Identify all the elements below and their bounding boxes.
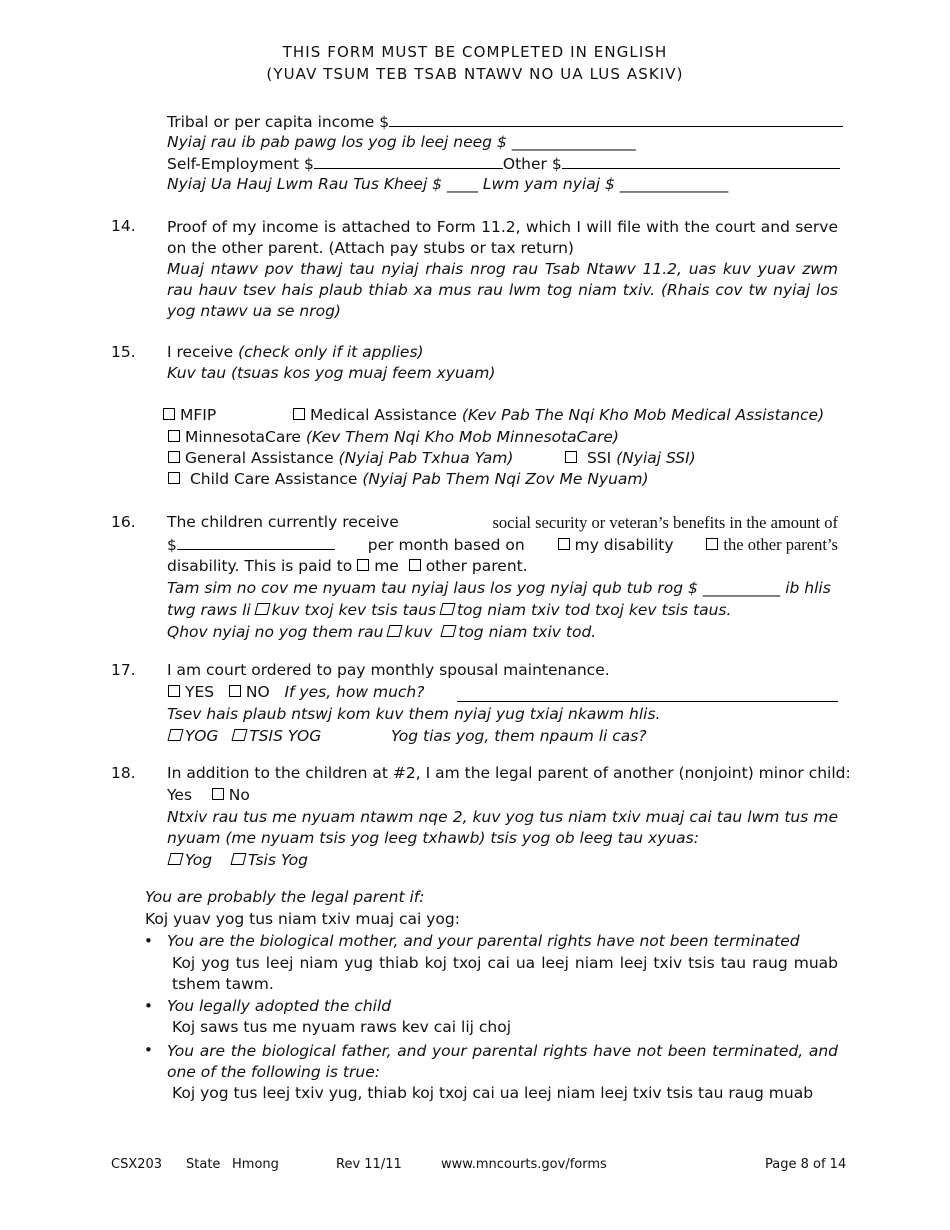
bullet-1-text: You are the biological mother, and your parental rights have not been terminated <box>167 932 800 950</box>
item-16-hmong2 <box>167 601 731 619</box>
tribal-income-row <box>167 112 843 131</box>
tog-disability-checkbox[interactable] <box>439 603 455 615</box>
item-18-hmong: Ntxiv rau tus me nyuam ntawm nqe 2, kuv yog tus niam txiv muaj cai tau lwm tus me nyuam (me nyuam tsis yog leeg txhawb) tsis yog ob leeg tau xyuas: <box>167 808 838 847</box>
nonjoint-yog-label: Yog <box>185 851 213 869</box>
spousal-amount-field[interactable] <box>457 687 838 702</box>
tribal-income-field[interactable] <box>389 112 843 127</box>
kuv-disability-checkbox[interactable] <box>254 603 270 615</box>
item-16-paid-to: disability. This is paid to <box>167 557 353 575</box>
paid-kuv-checkbox[interactable] <box>387 625 403 637</box>
item-16-hmong3-kuv: kuv <box>404 623 433 641</box>
bullet-3-hmong-text: Koj yog tus leej txiv yug, thiab koj txoj cai ua leej niam leej txiv tsis tau raug muab <box>172 1084 814 1102</box>
item-16-line1 <box>167 513 838 533</box>
paid-tog-checkbox[interactable] <box>441 625 457 637</box>
spousal-tsis-yog-label: TSIS YOG <box>249 727 322 745</box>
item-16-number: 16. <box>111 513 136 531</box>
item-16-hmong3 <box>167 623 596 641</box>
item-17-options <box>168 683 424 701</box>
item-16-hmong1-text: Tam sim no cov me nyuam tau nyiaj laus los yog nyiaj qub tub rog $ __________ ib hlis <box>167 579 831 597</box>
item-14-text: Proof of my income is attached to Form 11.2, which I will file with the court and serve on the other parent. (Attach pay stubs or tax return) <box>167 218 838 257</box>
tribal-income-hmong: Nyiaj rau ib pab pawg los yog ib leej neeg $ ________________ <box>167 133 636 151</box>
item-18-options <box>167 786 250 804</box>
item-16-hmong3-start: Qhov nyiaj no yog them rau <box>167 623 384 641</box>
bullet-2-hmong: Koj saws tus me nyuam raws kev cai lij choj <box>172 1018 512 1036</box>
item-17-hmong-options <box>169 727 321 745</box>
item-16-dollar: $ <box>167 536 177 554</box>
form-header-hmong <box>0 65 950 83</box>
spousal-no-checkbox[interactable] <box>229 685 241 697</box>
other-income-label: Other $ <box>502 155 562 173</box>
general-assistance-label: General Assistance <box>185 449 339 467</box>
item-16-hmong3-tog: tog niam txiv tod. <box>458 623 597 641</box>
tribal-income-label: Tribal or per capita income $ <box>167 113 390 131</box>
item-16-line3 <box>167 557 528 575</box>
footer-state: State <box>186 1157 221 1172</box>
item-14-number: 14. <box>111 217 136 235</box>
spousal-yog-label: YOG <box>185 727 219 745</box>
item-16-hmong2-kuv: kuv txoj kev tsis taus <box>271 601 437 619</box>
bullet-2-text: You legally adopted the child <box>167 997 392 1015</box>
bullet-2-dot: • <box>144 997 153 1015</box>
item-17-how-much-hmong: Yog tias yog, them npaum li cas? <box>391 727 647 745</box>
minnesotacare-label: MinnesotaCare <box>185 428 306 446</box>
form-header-english: THIS FORM MUST BE COMPLETED IN ENGLISH <box>282 43 668 61</box>
general-assistance-hmong: (Nyiaj Pab Txhua Yam) <box>338 449 514 467</box>
item-16-per-month: per month based on <box>367 536 525 554</box>
self-employment-label: Self-Employment $ <box>167 155 314 173</box>
item-18-hmong-options <box>169 851 308 869</box>
item-16-line1-start: The children currently receive <box>167 513 399 531</box>
item-18-text: In addition to the children at #2, I am the legal parent of another (nonjoint) minor child: <box>167 764 851 782</box>
general-assistance-checkbox[interactable] <box>168 451 180 463</box>
item-15-intro-note: (check only if it applies) <box>238 343 424 361</box>
nonjoint-no-checkbox[interactable] <box>212 788 224 800</box>
child-care-checkbox[interactable] <box>168 472 180 484</box>
my-disability-checkbox[interactable] <box>558 538 570 550</box>
legal-parent-intro-hmong: Koj yuav yog tus niam txiv muaj cai yog: <box>145 910 460 928</box>
footer-url[interactable]: www.mncourts.gov/forms <box>441 1157 607 1172</box>
item-15-hmong: Kuv tau (tsuas kos yog muaj feem xyuam) <box>167 364 496 382</box>
mfip-option <box>163 406 216 424</box>
ssi-hmong: (Nyiaj SSI) <box>616 449 696 467</box>
bullet-3-dot: • <box>144 1041 153 1059</box>
nonjoint-yog-checkbox[interactable] <box>168 853 184 865</box>
item-16-amount-field[interactable] <box>177 535 335 550</box>
item-15-number: 15. <box>111 343 136 361</box>
ssi-label: SSI <box>586 449 617 467</box>
medical-assistance-label: Medical Assistance <box>310 406 462 424</box>
item-17-text: I am court ordered to pay monthly spousal maintenance. <box>167 661 610 679</box>
child-care-option <box>168 470 649 488</box>
footer-revision: Rev 11/11 <box>336 1157 402 1172</box>
spousal-tsis-yog-checkbox[interactable] <box>232 729 248 741</box>
spousal-no-label: NO <box>245 683 270 701</box>
general-assistance-option <box>168 449 513 467</box>
spousal-how-much-label: If yes, how much? <box>284 683 425 701</box>
self-employment-row <box>167 154 840 173</box>
child-care-hmong: (Nyiaj Pab Them Nqi Zov Me Nyuam) <box>362 470 649 488</box>
item-16-hmong2-start: twg raws li <box>167 601 251 619</box>
medical-assistance-checkbox[interactable] <box>293 408 305 420</box>
footer-page-number: Page 8 of 14 <box>765 1157 847 1172</box>
bullet-1-dot: • <box>144 932 153 950</box>
ssi-checkbox[interactable] <box>565 451 577 463</box>
minnesotacare-checkbox[interactable] <box>168 430 180 442</box>
spousal-yes-checkbox[interactable] <box>168 685 180 697</box>
item-14-hmong: Muaj ntawv pov thawj tau nyiaj rhais nrog rau Tsab Ntawv 11.2, uas kuv yuav zwm rau hauv tsev hais plaub thiab xa mus rau lwm tog niam txiv. (Rhais cov tw nyiaj los yog ntawv ua se nrog) <box>167 260 838 320</box>
medical-assistance-option <box>293 406 824 424</box>
nonjoint-tsis-yog-label: Tsis Yog <box>247 851 308 869</box>
other-disability-label: the other parent’s <box>723 535 838 554</box>
minnesotacare-option <box>168 428 619 446</box>
paid-to-me-label: me <box>374 557 399 575</box>
nonjoint-tsis-yog-checkbox[interactable] <box>230 853 246 865</box>
child-care-label: Child Care Assistance <box>189 470 363 488</box>
other-income-field[interactable] <box>562 154 840 169</box>
mfip-checkbox[interactable] <box>163 408 175 420</box>
bullet-3-hmong <box>172 1084 838 1102</box>
self-employment-hmong: Nyiaj Ua Hauj Lwm Rau Tus Kheej $ ____ Lwm yam nyiaj $ ______________ <box>167 175 729 193</box>
spousal-yes-label: YES <box>185 683 215 701</box>
ssi-option <box>565 449 696 467</box>
paid-to-other-label: other parent. <box>425 557 528 575</box>
item-15-intro <box>167 343 424 361</box>
item-16-line2 <box>167 535 838 555</box>
mfip-label: MFIP <box>180 406 217 424</box>
paid-to-other-checkbox[interactable] <box>409 559 421 571</box>
item-18-number: 18. <box>111 764 136 782</box>
item-15-intro-label: I receive <box>167 343 239 361</box>
legal-parent-intro: You are probably the legal parent if: <box>145 888 425 906</box>
item-16-line1-end: social security or veteran’s benefits in the amount of <box>492 513 838 532</box>
nonjoint-no-label: No <box>228 786 250 804</box>
form-header-hmong-text: (YUAV TSUM TEB TSAB NTAWV NO UA LUS ASKIV) <box>266 65 684 83</box>
self-employment-field[interactable] <box>314 154 503 169</box>
footer-language: Hmong <box>232 1157 279 1172</box>
bullet-3-text: You are the biological father, and your parental rights have not been terminated, and one of the following is true: <box>167 1042 838 1081</box>
item-16-hmong1 <box>167 579 838 597</box>
bullet-1-hmong: Koj yog tus leej niam yug thiab koj txoj cai ua leej niam leej txiv tsis tau raug muab tshem tawm. <box>172 954 838 993</box>
item-17-number: 17. <box>111 661 136 679</box>
medical-assistance-hmong: (Kev Pab The Nqi Kho Mob Medical Assistance) <box>461 406 825 424</box>
my-disability-label: my disability <box>574 536 674 554</box>
footer-form-id: CSX203 <box>111 1157 163 1172</box>
other-disability-checkbox[interactable] <box>706 538 718 550</box>
nonjoint-yes-label[interactable]: Yes <box>167 786 193 804</box>
paid-to-me-checkbox[interactable] <box>357 559 369 571</box>
spousal-yog-checkbox[interactable] <box>168 729 184 741</box>
minnesotacare-hmong: (Kev Them Nqi Kho Mob MinnesotaCare) <box>305 428 619 446</box>
item-17-hmong: Tsev hais plaub ntswj kom kuv them nyiaj yug txiaj nkawm hlis. <box>167 705 661 723</box>
item-16-hmong2-tog: tog niam txiv tod txoj kev tsis taus. <box>456 601 732 619</box>
